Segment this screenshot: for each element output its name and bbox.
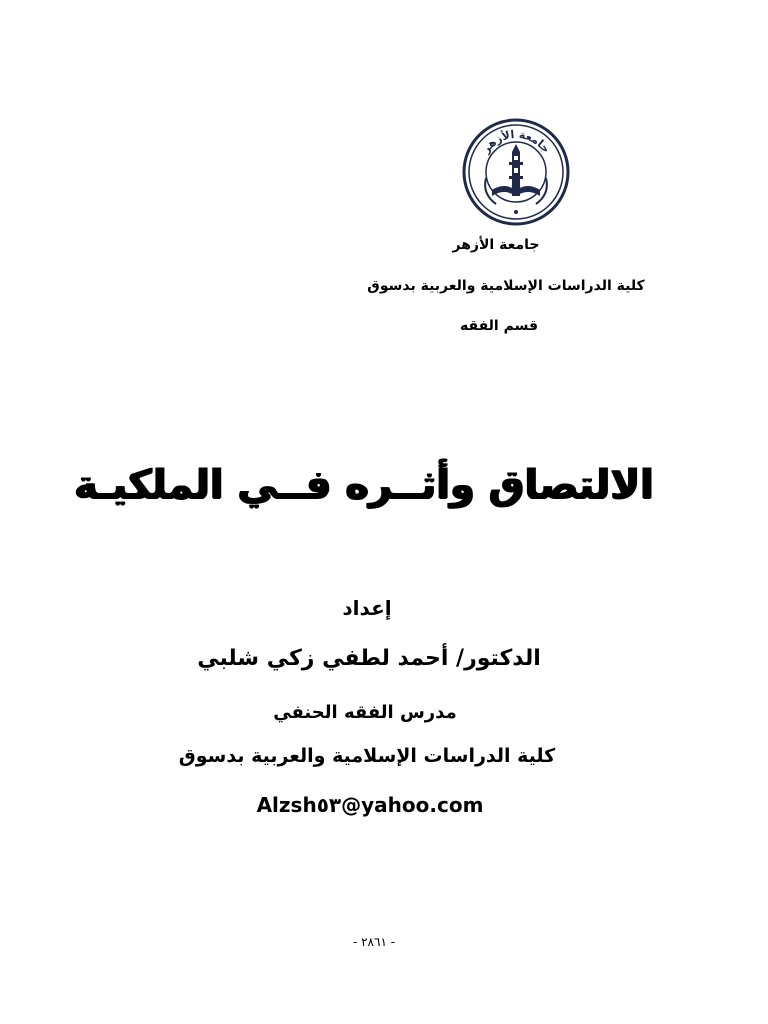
author-email[interactable]: Alzsh٥٣@yahoo.com bbox=[256, 793, 484, 817]
document-title: الالتصاق وأثــره فــي الملكيـة bbox=[74, 462, 654, 508]
author-college: كلية الدراسات الإسلامية والعربية بدسوق bbox=[178, 745, 556, 767]
college-name: كلية الدراسات الإسلامية والعربية بدسوق bbox=[367, 278, 645, 294]
university-name: جامعة الأزهر bbox=[452, 237, 540, 253]
al-azhar-university-seal-icon bbox=[462, 118, 570, 226]
logo-text: جامعة الأزهر bbox=[479, 127, 553, 156]
author-position: مدرس الفقه الحنفي bbox=[273, 702, 457, 723]
page-number: - ٢٨٦١ - bbox=[352, 935, 396, 949]
author-name: الدكتور/ أحمد لطفي زكي شلبي bbox=[197, 646, 541, 671]
department-name: قسم الفقه bbox=[460, 318, 538, 334]
prepared-by-label: إعداد bbox=[342, 596, 392, 620]
